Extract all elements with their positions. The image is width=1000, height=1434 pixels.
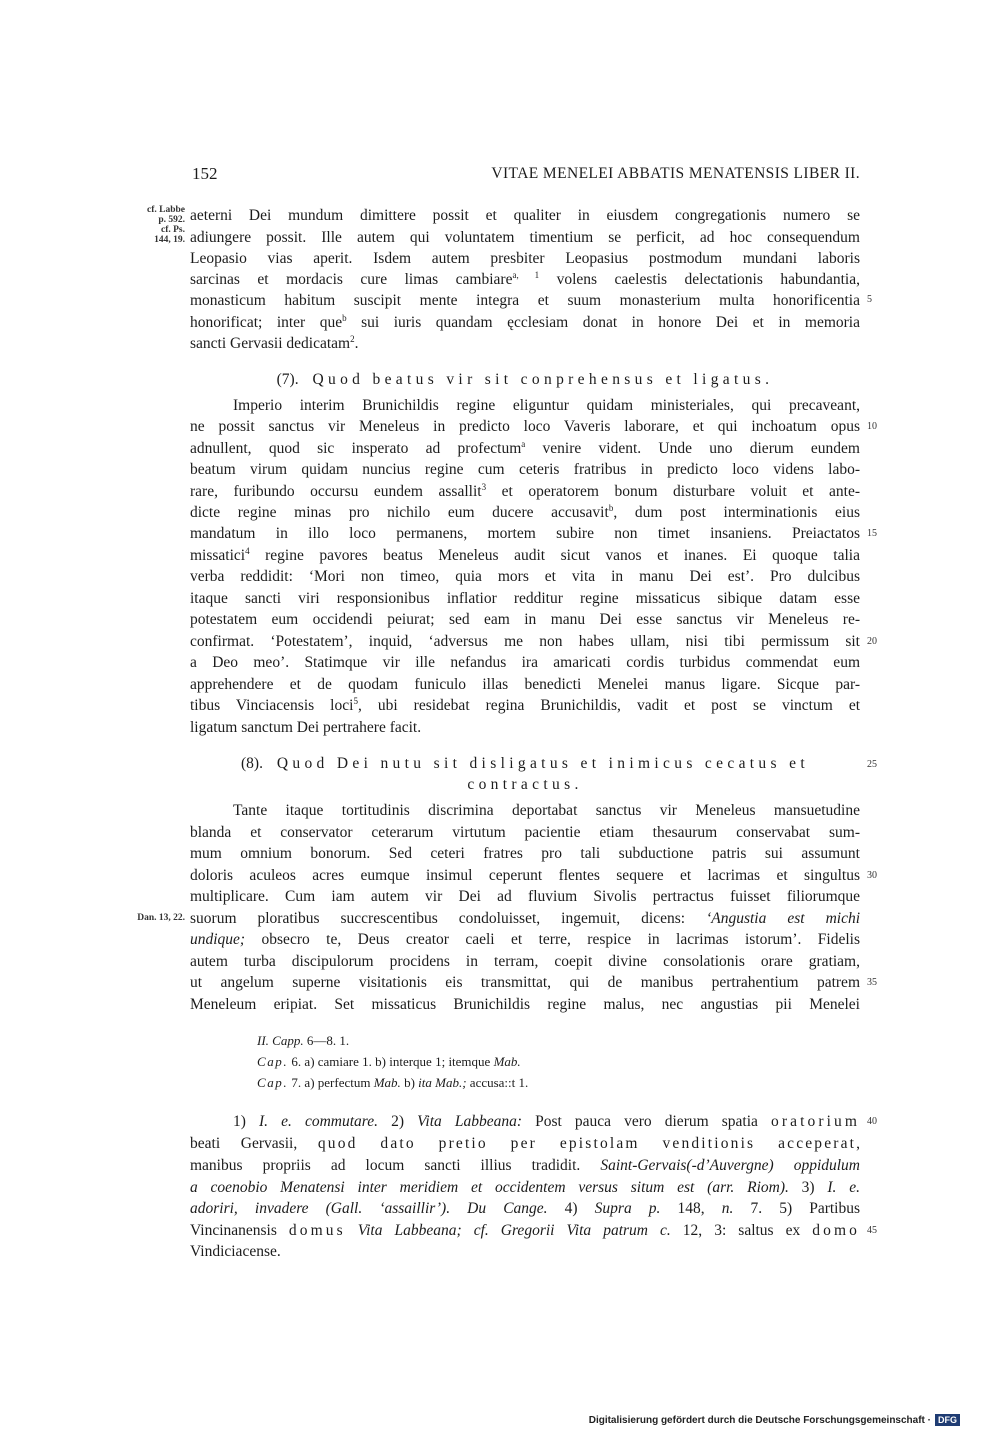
apparatus-siglum: Mab.	[373, 1075, 401, 1090]
text-line: monasticum habitum suscipit mente integra et suum monasterium multa honorificentia	[190, 292, 860, 309]
apparatus-text: accusa::t 1.	[466, 1075, 529, 1090]
text-line: adiungere possit. Ille autem qui voluntatem timentium se perficit, ad hoc consequendum	[190, 229, 860, 246]
text-span: 1)	[233, 1113, 259, 1130]
digitization-credit	[589, 1414, 960, 1428]
text-line	[190, 502, 860, 524]
spaced-text: domus	[288, 1222, 346, 1239]
apparatus-ref: b	[608, 502, 614, 513]
chapter-number: (8).	[241, 755, 263, 772]
text-span: sancti Gervasii dedicatam	[190, 335, 351, 352]
footnote-ref: 4	[245, 545, 250, 556]
text-line: potestatem eum occidendi peiurat; sed eam in manu Dei esse sanctus vir Meneleus re-	[190, 611, 860, 628]
text-line	[190, 908, 860, 930]
text-line: mandatum in illo loco permanens, mortem subire non timet insaniens. Preiactatos	[190, 525, 860, 542]
apparatus-siglum: Mab.	[493, 1054, 521, 1069]
text-span: 2)	[378, 1113, 418, 1130]
text-line: Meneleum eripiat. Set missaticus Brunichildis regine malus, nec angustias pii Menelei	[190, 996, 860, 1013]
line-number-45: 45	[867, 1225, 877, 1236]
text-span: Post pauca vero dierum spatia	[522, 1113, 771, 1130]
text-line: verba reddidit: ‘Mori non timeo, quia mors et vita in manu Dei est’. Pro dulcibus	[190, 568, 860, 585]
text-line: beatum virum quidam nuncius regine cum ceteris fratribus in predicto loco videns labo-	[190, 461, 860, 478]
apparatus-text: 6. a) camiare 1. b) interque 1; itemque	[288, 1054, 494, 1069]
apparatus-line	[257, 1031, 349, 1051]
text-line: autem turba discipulorum procidens in terram, coepit divine consolationis orare gratiam,	[190, 953, 860, 970]
text-line: Tante itaque tortitudinis discrimina deportabat sanctus vir Meneleus mansuetudine	[233, 802, 860, 819]
line-number-40: 40	[867, 1116, 877, 1127]
text-span: obsecro te, Deus creator caeli et terre, respice in lacrimas istorum’. Fidelis	[245, 931, 860, 948]
text-span: sui iuris quandam ęcclesiam donat in honore Dei et in memoria	[346, 314, 860, 331]
spaced-text: oratorium	[770, 1113, 861, 1130]
footnote-italic: Supra p.	[594, 1200, 661, 1217]
text-span: , dum post interminationis eius	[613, 504, 861, 521]
apparatus-line	[257, 1052, 521, 1072]
apparatus-ref: b	[342, 312, 347, 323]
margin-note-labbe	[147, 205, 185, 245]
text-line: Leopasio vias aperit. Isdem autem presbiter Leopasius postmodum mundani laboris	[190, 250, 860, 267]
text-span: , ubi residebat regina Brunichildis, vadit et post se vinctum et	[357, 697, 861, 714]
margin-note-ps-ref: 144, 19.	[154, 235, 185, 245]
quoted-text: undique;	[190, 931, 246, 948]
line-number-35: 35	[867, 977, 877, 988]
text-span: missatici	[190, 547, 246, 564]
footnote-italic: I. e. commutare.	[259, 1113, 378, 1130]
text-line: itaque sancti viri responsionibus inflatior redditur regine missaticus sibique datam esse	[190, 590, 860, 607]
running-title: VITAE MENELEI ABBATIS MENATENSIS LIBER II.	[491, 165, 860, 182]
footnote-ref: 5	[353, 695, 358, 706]
chapter-heading	[190, 753, 860, 775]
text-span	[346, 1222, 358, 1239]
credit-text: Digitalisierung gefördert durch die Deutsche Forschungsgemeinschaft ·	[588, 1415, 931, 1426]
margin-note-ps-line: cf. Ps.	[160, 225, 185, 235]
footnote-ref: 3	[481, 481, 487, 492]
footnote-line	[190, 1177, 860, 1199]
text-line: mum omnium bonorum. Sed ceteri fratres pro tali subductione patris sui assumunt	[190, 845, 860, 862]
text-span: honorificat; inter que	[190, 314, 343, 331]
text-line	[190, 695, 860, 717]
footnote-italic: a coenobio Menatensi inter meridiem et occidentem versus situm est (arr. Riom).	[190, 1179, 789, 1196]
footnote-line	[190, 1198, 860, 1220]
spaced-text: quod dato pretio per epistolam venditionis acceperat	[317, 1135, 857, 1152]
text-span: et operatorem bonum disturbare voluit et ante-	[486, 483, 860, 500]
text-span: sarcinas et mordacis cure limas cambiare	[190, 271, 513, 288]
text-line: Imperio interim Brunichildis regine eliguntur quidam ministeriales, qui precaveant,	[233, 397, 860, 414]
text-line: ut angelum superne visitationis eis transmittat, qui de manibus pertrahentium patrem	[190, 974, 860, 991]
apparatus-siglum: ita Mab.;	[418, 1075, 467, 1090]
line-number-20: 20	[867, 636, 877, 647]
apparatus-text: 6—8. 1.	[303, 1033, 350, 1048]
text-line: ne possit sanctus vir Meneleus in predicto loco Vaveris laborare, et qui inchoatum opus	[190, 418, 860, 435]
margin-note-dan: Dan. 13, 22.	[137, 913, 185, 923]
text-span: beati Gervasii,	[190, 1135, 318, 1152]
text-span: regine pavores beatus Meneleus audit sicut vanos et inanes. Ei quoque talia	[249, 547, 860, 564]
apparatus-siglum: Cap.	[257, 1054, 289, 1069]
text-span: tibus Vinciacensis loci	[190, 697, 354, 714]
text-line: multiplicare. Cum iam autem vir Dei ad fluvium Sivolis pertractus fuisset filiorumque	[190, 888, 860, 905]
footnote-italic: n.	[721, 1200, 734, 1217]
text-line: blanda et conservator ceterarum virtutum pacientie etiam thesaurum conservabat sum-	[190, 824, 860, 841]
apparatus-siglum: Cap.	[257, 1075, 289, 1090]
text-span: venire vident. Unde uno dierum eundem	[525, 440, 860, 457]
margin-note-labbe-line: cf. Labbe	[147, 205, 185, 215]
text-span: adnullent, quod sic insperato ad profectum	[190, 440, 522, 457]
page-number: 152	[192, 164, 218, 183]
footnote-italic: Vita Labbeana:	[417, 1113, 523, 1130]
chapter-title-continued: contractus.	[467, 776, 583, 793]
text-span: volens caelestis delectationis habundantia,	[539, 271, 860, 288]
line-number-10: 10	[867, 421, 877, 432]
footnote-line	[190, 1133, 860, 1155]
text-line: aeterni Dei mundum dimittere possit et qualiter in eiusdem congregationis numero se	[190, 207, 860, 224]
text-span: Vincinanensis	[190, 1222, 289, 1239]
text-line: a Deo meo’. Statimque vir ille nefandus ira amaricati cordis turbidus commendat eum	[190, 654, 860, 671]
apparatus-ref: a, 1	[512, 269, 540, 280]
text-span: rare, furibundo occursu eundem assallit	[190, 483, 482, 500]
line-number-15: 15	[867, 528, 877, 539]
text-span: 3)	[788, 1179, 828, 1196]
text-span: 148,	[660, 1200, 722, 1217]
apparatus-line	[257, 1073, 528, 1093]
apparatus-ref: a	[521, 438, 526, 449]
text-span: suorum ploratibus succrescentibus condoluisset, ingemuit, dicens:	[190, 910, 707, 927]
text-line	[190, 333, 860, 355]
dfg-logo: DFG	[935, 1414, 960, 1426]
line-number-25: 25	[867, 759, 877, 770]
text-span: ,	[856, 1135, 861, 1152]
text-span: 4)	[547, 1200, 595, 1217]
text-line: confirmat. ‘Potestatem’, inquid, ‘adversus me non habes ullam, nisi tibi permissum sit	[190, 633, 860, 650]
footnote-line	[190, 1155, 860, 1177]
line-number-5: 5	[867, 294, 872, 305]
line-number-30: 30	[867, 870, 877, 881]
footnote-italic: Vita Labbeana; cf. Gregorii Vita patrum c.	[357, 1222, 671, 1239]
quoted-text: ‘Angustia est michi	[706, 910, 861, 927]
apparatus-siglum: Capp.	[272, 1033, 304, 1048]
footnote-line: Vindiciacense.	[190, 1243, 281, 1260]
apparatus-text: 7. a) perfectum	[288, 1075, 374, 1090]
text-span: dicte regine minas pro nichilo eum ducere accusavit	[190, 504, 609, 521]
text-span: 12, 3: saltus ex	[670, 1222, 813, 1239]
chapter-title: Quod Dei nutu sit disligatus et inimicus cecatus et	[276, 755, 809, 772]
spaced-text: domo	[812, 1222, 860, 1239]
footnote-line	[233, 1111, 860, 1133]
chapter-title: Quod beatus vir sit conprehensus et ligatus.	[312, 371, 774, 388]
text-line	[190, 929, 860, 951]
apparatus-siglum: II.	[257, 1033, 269, 1048]
footnote-italic: Saint-Gervais(-d’Auvergne) oppidulum	[600, 1157, 860, 1174]
chapter-heading	[190, 369, 860, 391]
footnote-line	[190, 1220, 860, 1242]
text-line	[190, 312, 860, 334]
chapter-number: (7).	[276, 371, 299, 388]
margin-note-labbe-page: p. 592.	[158, 215, 185, 225]
apparatus-text: b)	[400, 1075, 419, 1090]
text-line: ligatum sanctum Dei pertrahere facit.	[190, 719, 422, 736]
footnote-italic: I. e.	[827, 1179, 860, 1196]
text-span: .	[354, 335, 359, 352]
text-line	[190, 438, 860, 460]
footnote-ref: 2	[350, 333, 355, 344]
text-line	[190, 545, 860, 567]
text-span: manibus propriis ad locum sancti illius tradidit.	[190, 1157, 601, 1174]
text-line	[190, 481, 860, 503]
text-line: doloris aculeos acres eumque insimul ceperunt flentes sequere et lacrimas et singultus	[190, 867, 860, 884]
footnote-italic: adoriri, invadere (Gall. ‘assaillir’). Du Cange.	[190, 1200, 548, 1217]
text-line	[190, 269, 860, 291]
text-line: apprehendere et de quodam funiculo illas benedicti Menelei manus ligare. Sicque par-	[190, 676, 860, 693]
text-span: 7. 5) Partibus	[733, 1200, 860, 1217]
